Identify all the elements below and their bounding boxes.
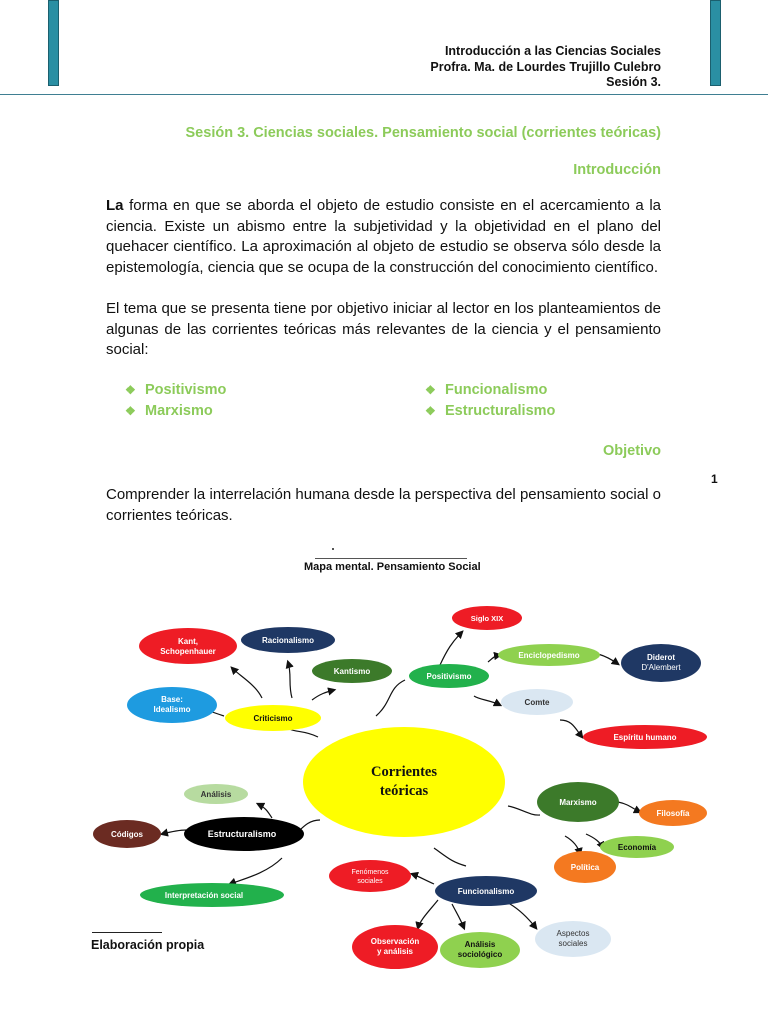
svg-text:Racionalismo: Racionalismo [261,636,315,645]
svg-text:Comte: Comte [524,698,550,707]
bullet-funcionalismo: ❖ Funcionalismo [425,382,548,398]
svg-text:Análisis: Análisis [200,790,232,799]
node-fenomenos-sociales [329,860,411,892]
map-title-dot [332,548,334,550]
node-corrientes-teoricas [303,727,505,837]
topic-paragraph: El tema que se presenta tiene por objetivo iniciar al lector en los planteamientos de algunas de las corrientes teóricas más relevantes de la ciencia y el pensamiento social: [106,300,661,359]
node-funcionalismo [435,876,537,906]
svg-text:teóricas: teóricas [379,783,429,799]
map-title: Mapa mental. Pensamiento Social [304,561,481,573]
objective-heading: Objetivo [602,443,661,459]
source-note: Elaboración propia [91,938,205,952]
node-filosofia [639,800,707,826]
node-diderot-dalembert [621,644,701,682]
intro-lead: La [106,197,124,214]
svg-text:Espíritu humano: Espíritu humano [613,733,677,742]
node-analisis [184,784,248,804]
header-course: Introducción a las Ciencias Sociales [444,44,661,58]
intro-text: forma en que se aborda el objeto de estudio consiste en el acercamiento a la ciencia. Existe un abismo entre la subjetividad y la objetividad en el plano del quehacer científico. La aproximación al objeto de estudio se observa sólo desde la epistemología, ciencia que se ocupa de la construcción del conocimiento científico. [106,197,661,277]
node-base-idealismo [127,687,217,723]
svg-text:D'Alembert: D'Alembert [641,663,681,672]
header-teacher: Profra. Ma. de Lourdes Trujillo Culebro [430,59,661,74]
source-rule [92,932,162,933]
svg-text:Schopenhauer: Schopenhauer [160,647,216,656]
diamond-bullet-icon: ❖ [125,383,136,397]
objective-paragraph: Comprender la interrelación humana desde la perspectiva del pensamiento social o corrientes teóricas. [106,486,661,524]
node-kant-schopenhauer [139,628,237,664]
bullet-estructuralismo: ❖ Estructuralismo [425,403,556,419]
svg-text:Funcionalismo: Funcionalismo [457,887,515,896]
node-economia [600,836,674,858]
svg-text:Economía: Economía [617,843,657,852]
svg-text:Códigos: Códigos [111,830,143,839]
diamond-bullet-icon: ❖ [425,383,436,397]
svg-text:Política: Política [570,863,600,872]
svg-text:sociológico: sociológico [457,950,503,959]
svg-text:Kant,: Kant, [178,637,198,646]
map-title-rule [315,558,467,559]
svg-text:Kantismo: Kantismo [333,667,371,676]
node-criticismo [225,705,321,731]
bullet-marxismo: ❖ Marxismo [125,403,213,419]
svg-text:sociales: sociales [558,939,588,948]
node-observacion-analisis [352,925,438,969]
header-session: Sesión 3. [606,75,661,89]
node-analisis-sociologico [440,932,520,968]
page-title: Sesión 3. Ciencias sociales. Pensamiento social (corrientes teóricas) [185,125,661,141]
node-aspectos-sociales [535,921,611,957]
svg-text:Aspectos: Aspectos [556,929,590,938]
node-marxismo [537,782,619,822]
svg-text:Diderot: Diderot [647,653,675,662]
svg-text:Análisis: Análisis [464,940,496,949]
diamond-bullet-icon: ❖ [425,404,436,418]
node-racionalismo [241,627,335,653]
svg-text:y análisis: y análisis [376,947,414,956]
svg-text:Siglo XIX: Siglo XIX [470,614,504,623]
svg-text:Positivismo: Positivismo [426,672,472,681]
svg-text:sociales: sociales [357,878,383,885]
node-codigos [93,820,161,848]
svg-text:Estructuralismo: Estructuralismo [207,829,277,839]
node-siglo-xix [452,606,522,630]
node-estructuralismo [184,817,304,851]
svg-text:Fenómenos: Fenómenos [351,869,389,876]
page-number: 1 [711,472,718,486]
intro-paragraph [106,196,661,279]
node-interpretacion-social [140,883,284,907]
page-header [430,44,661,91]
node-kantismo [312,659,392,683]
svg-text:Criticismo: Criticismo [253,714,293,723]
mind-map [0,590,768,982]
svg-text:Observación: Observación [370,937,420,946]
svg-text:Marxismo: Marxismo [559,798,597,807]
header-divider [0,94,768,95]
node-enciclopedismo [498,644,600,666]
left-margin-tab [48,0,59,86]
svg-text:Interpretación social: Interpretación social [164,891,244,900]
svg-text:Enciclopedismo: Enciclopedismo [518,651,580,660]
svg-text:Corrientes: Corrientes [370,764,438,780]
node-comte [501,689,573,715]
svg-text:Filosofía: Filosofía [656,809,690,818]
bullet-positivismo: ❖ Positivismo [125,382,227,398]
node-espiritu-humano [583,725,707,749]
diamond-bullet-icon: ❖ [125,404,136,418]
intro-heading: Introducción [573,162,661,178]
right-margin-tab [710,0,721,86]
node-positivismo [409,664,489,688]
node-politica [554,851,616,883]
svg-text:Base:: Base: [161,695,183,704]
svg-text:Idealismo: Idealismo [153,705,191,714]
